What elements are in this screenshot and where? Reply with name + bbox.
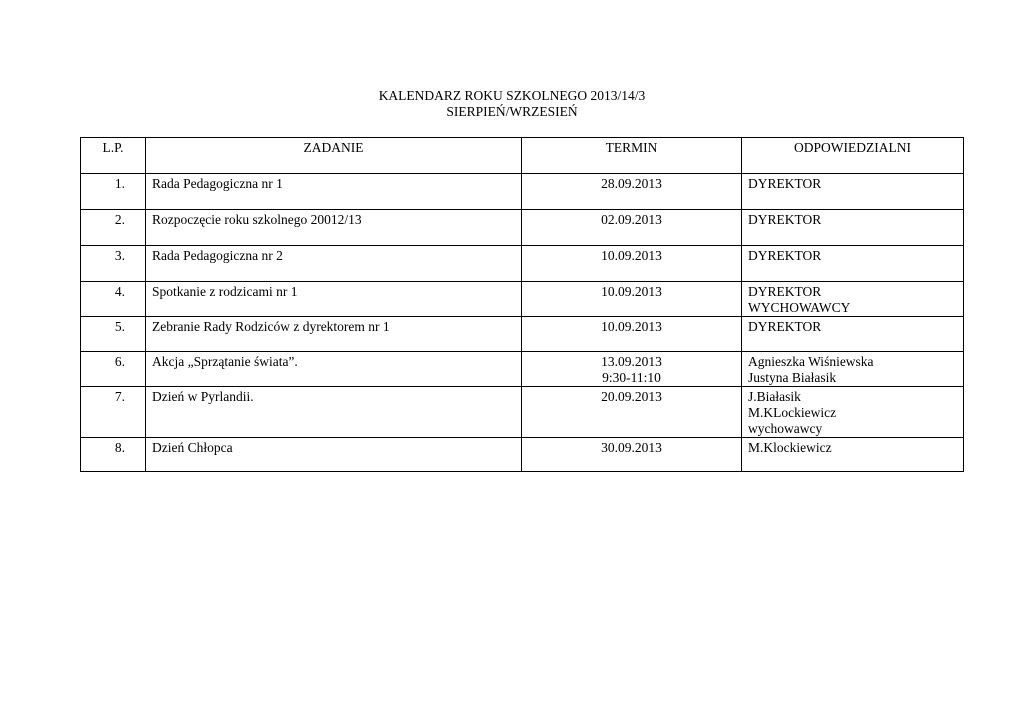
row-lp: 5. [81,317,146,352]
row-responsible [742,438,964,472]
row-date-line: 10.09.2013 [601,248,662,263]
table-row [81,352,964,387]
row-date-line: 9:30-11:10 [602,370,661,385]
row-responsible-line: DYREKTOR [748,248,822,263]
row-responsible-line: J.Białasik [748,389,801,404]
row-responsible [742,246,964,282]
row-responsible-line: DYREKTOR [748,176,822,191]
row-date-line: 10.09.2013 [601,284,662,299]
row-date-line: 30.09.2013 [601,440,662,455]
row-date-line: 02.09.2013 [601,212,662,227]
row-responsible-line: Agnieszka Wiśniewska [748,354,874,369]
row-task: Dzień Chłopca [146,438,522,472]
document-title: KALENDARZ ROKU SZKOLNEGO 2013/14/3 [378,88,646,103]
row-responsible [742,174,964,210]
row-date [522,438,742,472]
row-responsible [742,387,964,438]
row-lp: 3. [81,246,146,282]
header-task: ZADANIE [146,138,522,174]
row-date [522,282,742,317]
row-date-line: 10.09.2013 [601,319,662,334]
row-lp: 7. [81,387,146,438]
row-date [522,210,742,246]
row-date [522,387,742,438]
header-lp: L.P. [81,138,146,174]
row-responsible [742,282,964,317]
row-responsible-line: M.KLockiewicz [748,405,837,420]
row-date-line: 13.09.2013 [601,354,662,369]
row-responsible [742,317,964,352]
header-responsible: ODPOWIEDZIALNI [742,138,964,174]
row-responsible-line: DYREKTOR [748,212,822,227]
row-date [522,352,742,387]
table-row [81,387,964,438]
row-responsible-line: wychowawcy [748,421,823,436]
row-task: Rada Pedagogiczna nr 1 [146,174,522,210]
document-subtitle: SIERPIEŃ/WRZESIEŃ [446,104,578,119]
row-task: Rozpoczęcie roku szkolnego 20012/13 [146,210,522,246]
table-row [81,317,964,352]
row-lp: 1. [81,174,146,210]
table-row [81,282,964,317]
row-task: Akcja „Sprzątanie świata”. [146,352,522,387]
row-task: Zebranie Rady Rodziców z dyrektorem nr 1 [146,317,522,352]
row-lp: 2. [81,210,146,246]
row-responsible-line: WYCHOWAWCY [748,300,851,315]
row-date-line: 20.09.2013 [601,389,662,404]
row-date [522,317,742,352]
row-responsible [742,352,964,387]
row-responsible-line: M.Klockiewicz [748,440,832,455]
row-date [522,246,742,282]
row-task: Spotkanie z rodzicami nr 1 [146,282,522,317]
table-row [81,438,964,472]
table-row [81,246,964,282]
row-lp: 6. [81,352,146,387]
row-responsible-line: Justyna Białasik [748,370,837,385]
row-date [522,174,742,210]
calendar-table [80,137,964,472]
row-responsible-line: DYREKTOR [748,284,822,299]
row-responsible [742,210,964,246]
table-row [81,174,964,210]
row-date-line: 28.09.2013 [601,176,662,191]
table-row [81,210,964,246]
header-date: TERMIN [522,138,742,174]
row-responsible-line: DYREKTOR [748,319,822,334]
row-lp: 8. [81,438,146,472]
row-task: Dzień w Pyrlandii. [146,387,522,438]
row-task: Rada Pedagogiczna nr 2 [146,246,522,282]
table-header-row [81,138,964,174]
row-lp: 4. [81,282,146,317]
